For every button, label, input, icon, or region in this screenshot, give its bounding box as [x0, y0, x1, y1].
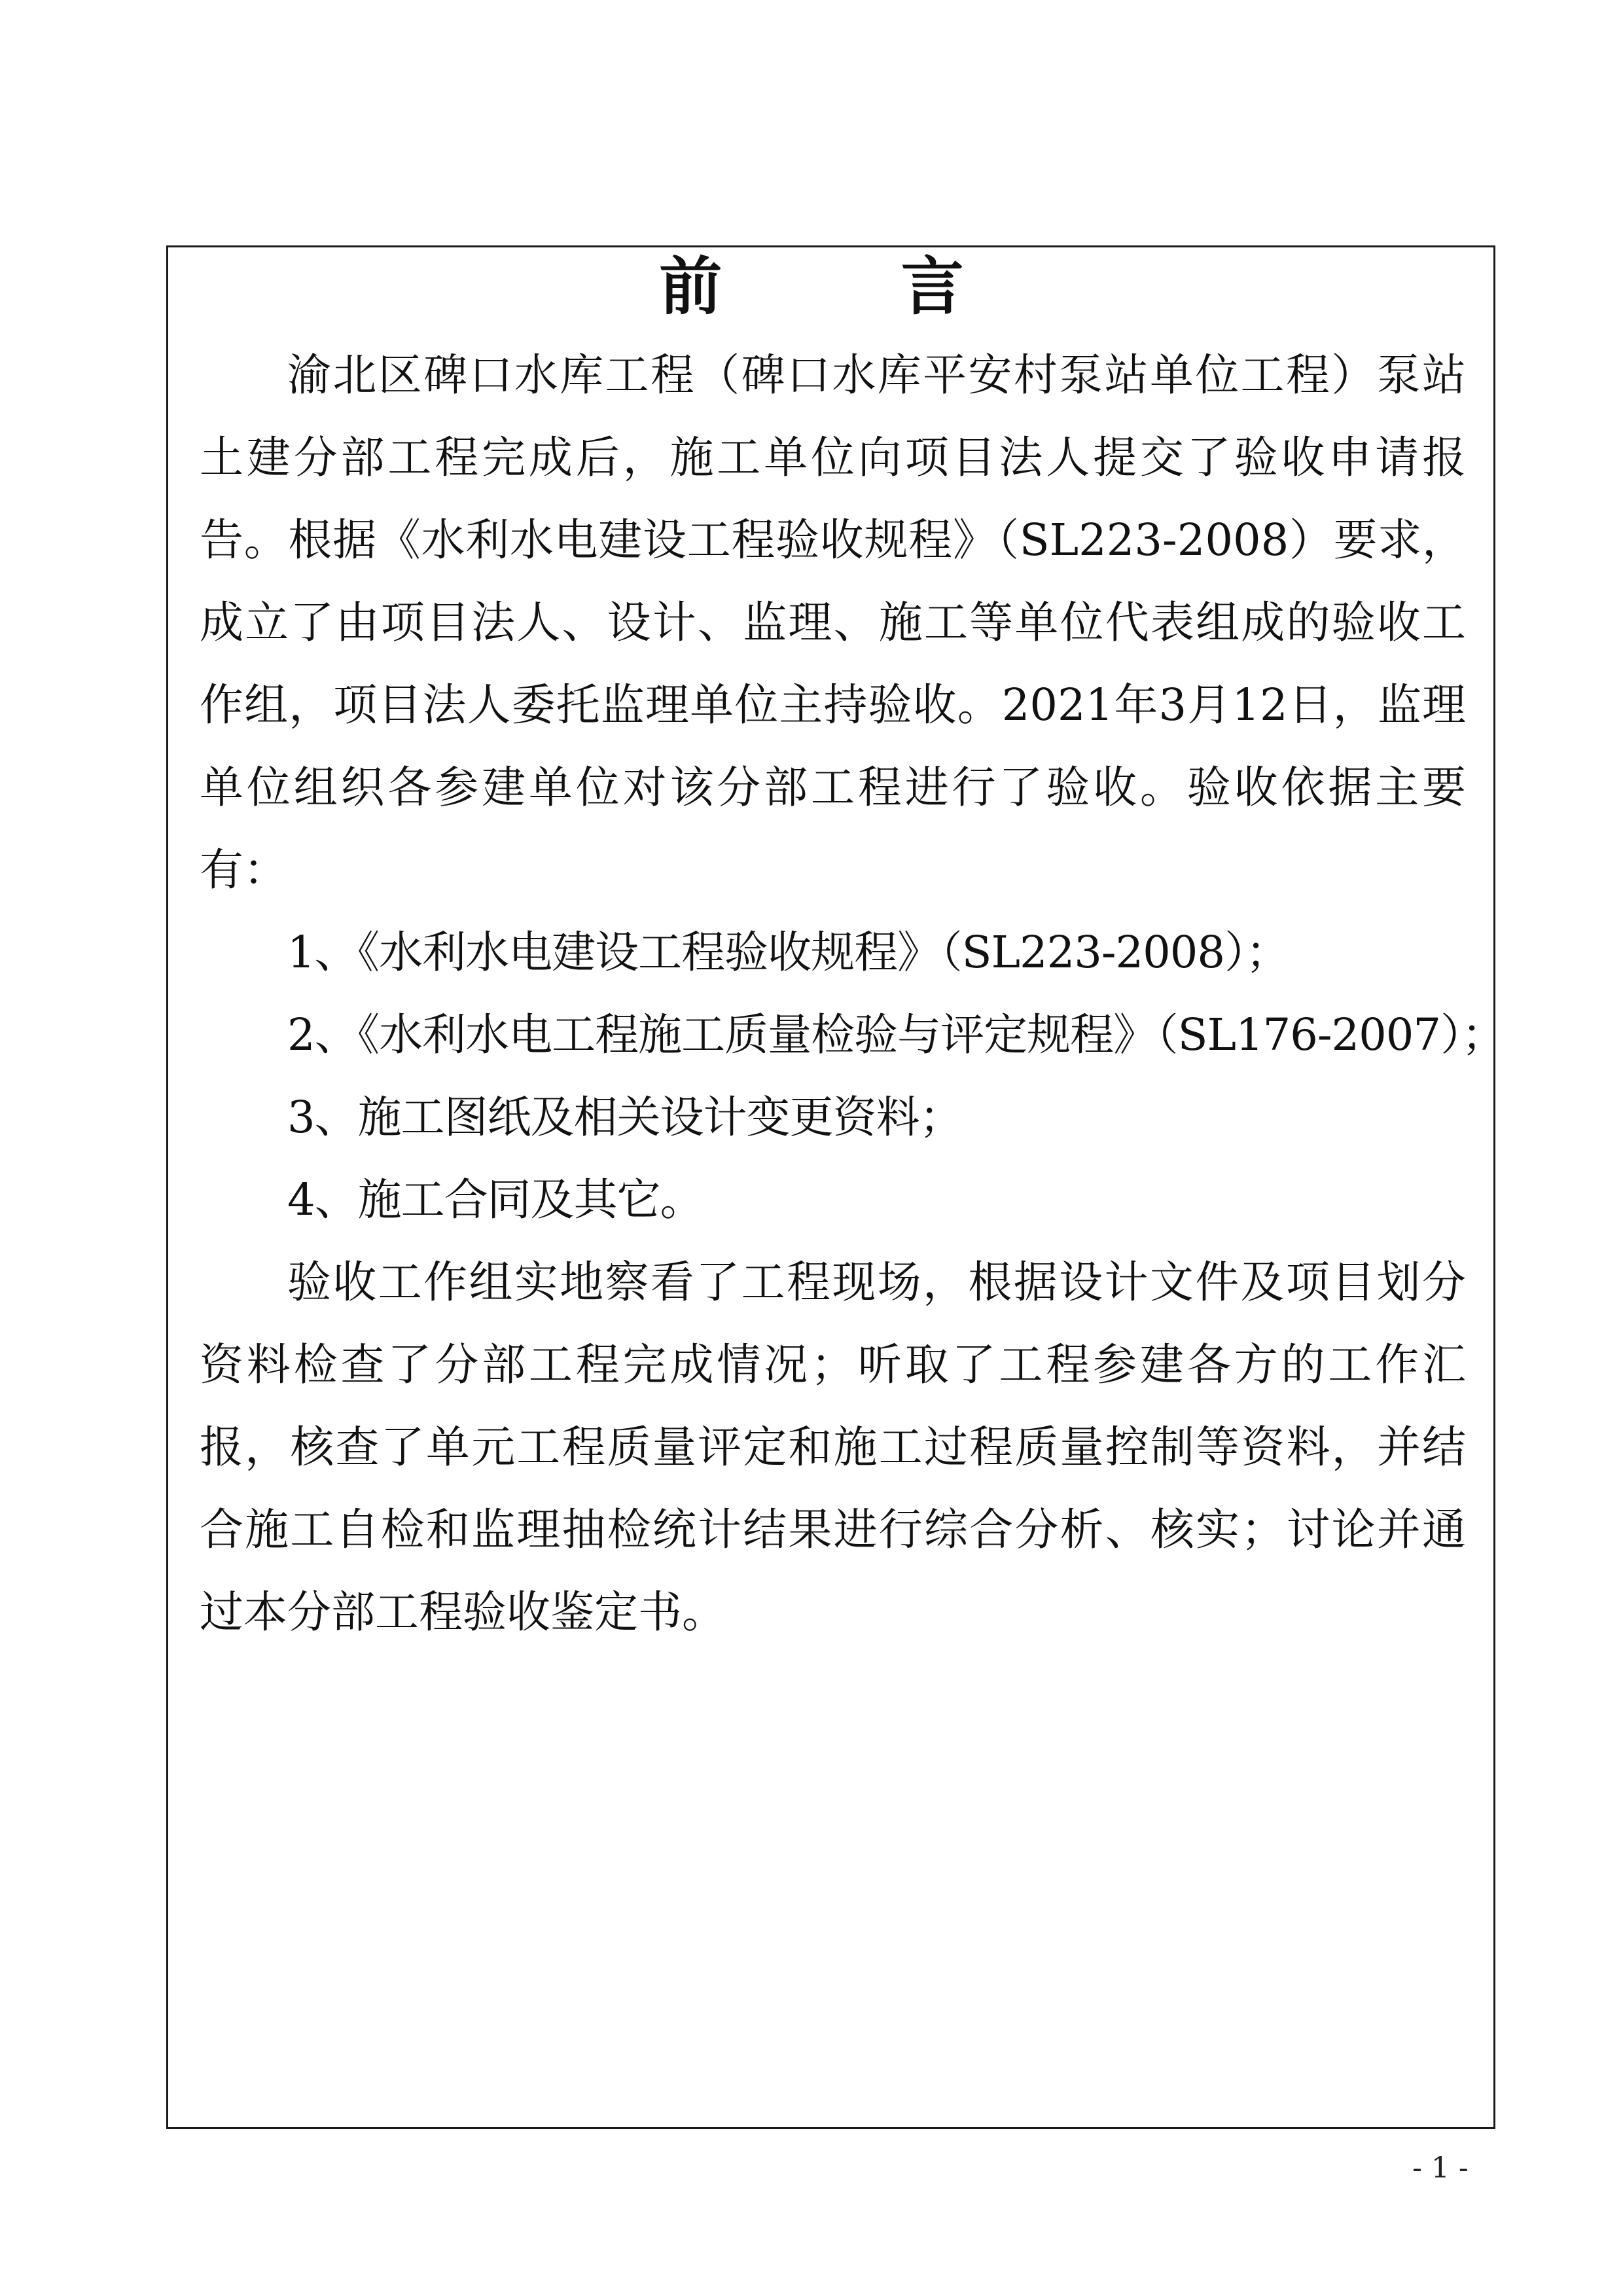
document-body [200, 334, 1505, 1653]
basis-item-3: 3、施工图纸及相关设计变更资料； [287, 1092, 963, 1143]
document-title: 前 言 [659, 249, 1043, 323]
basis-item-2: 2、《水利水电工程施工质量检验与评定规程》（SL176-2007）； [287, 1009, 1505, 1060]
basis-item-1: 1、《水利水电建设工程验收规程》（SL223-2008）； [287, 927, 1289, 978]
closing-paragraph: 验收工作组实地察看了工程现场，根据设计文件及项目划分资料检查了分部工程完成情况；听取了工程参建各方的工作汇报，核查了单元工程质量评定和施工过程质量控制等资料，并结合施工自检和监理抽检统计结果进行综合分析、核实；讨论并通过本分部工程验收鉴定书。 [200, 1257, 1466, 1638]
intro-paragraph: 渝北区碑口水库工程（碑口水库平安村泵站单位工程）泵站土建分部工程完成后，施工单位向项目法人提交了验收申请报告。根据《水利水电建设工程验收规程》（SL223-2008）要求，成立了由项目法人、设计、监理、施工等单位代表组成的验收工作组，项目法人委托监理单位主持验收。2021年3月12日，监理单位组织各参建单位对该分部工程进行了验收。验收依据主要有： [200, 350, 1466, 895]
page-number: - 1 - [1412, 2151, 1469, 2185]
basis-item-4: 4、施工合同及其它。 [287, 1174, 704, 1225]
